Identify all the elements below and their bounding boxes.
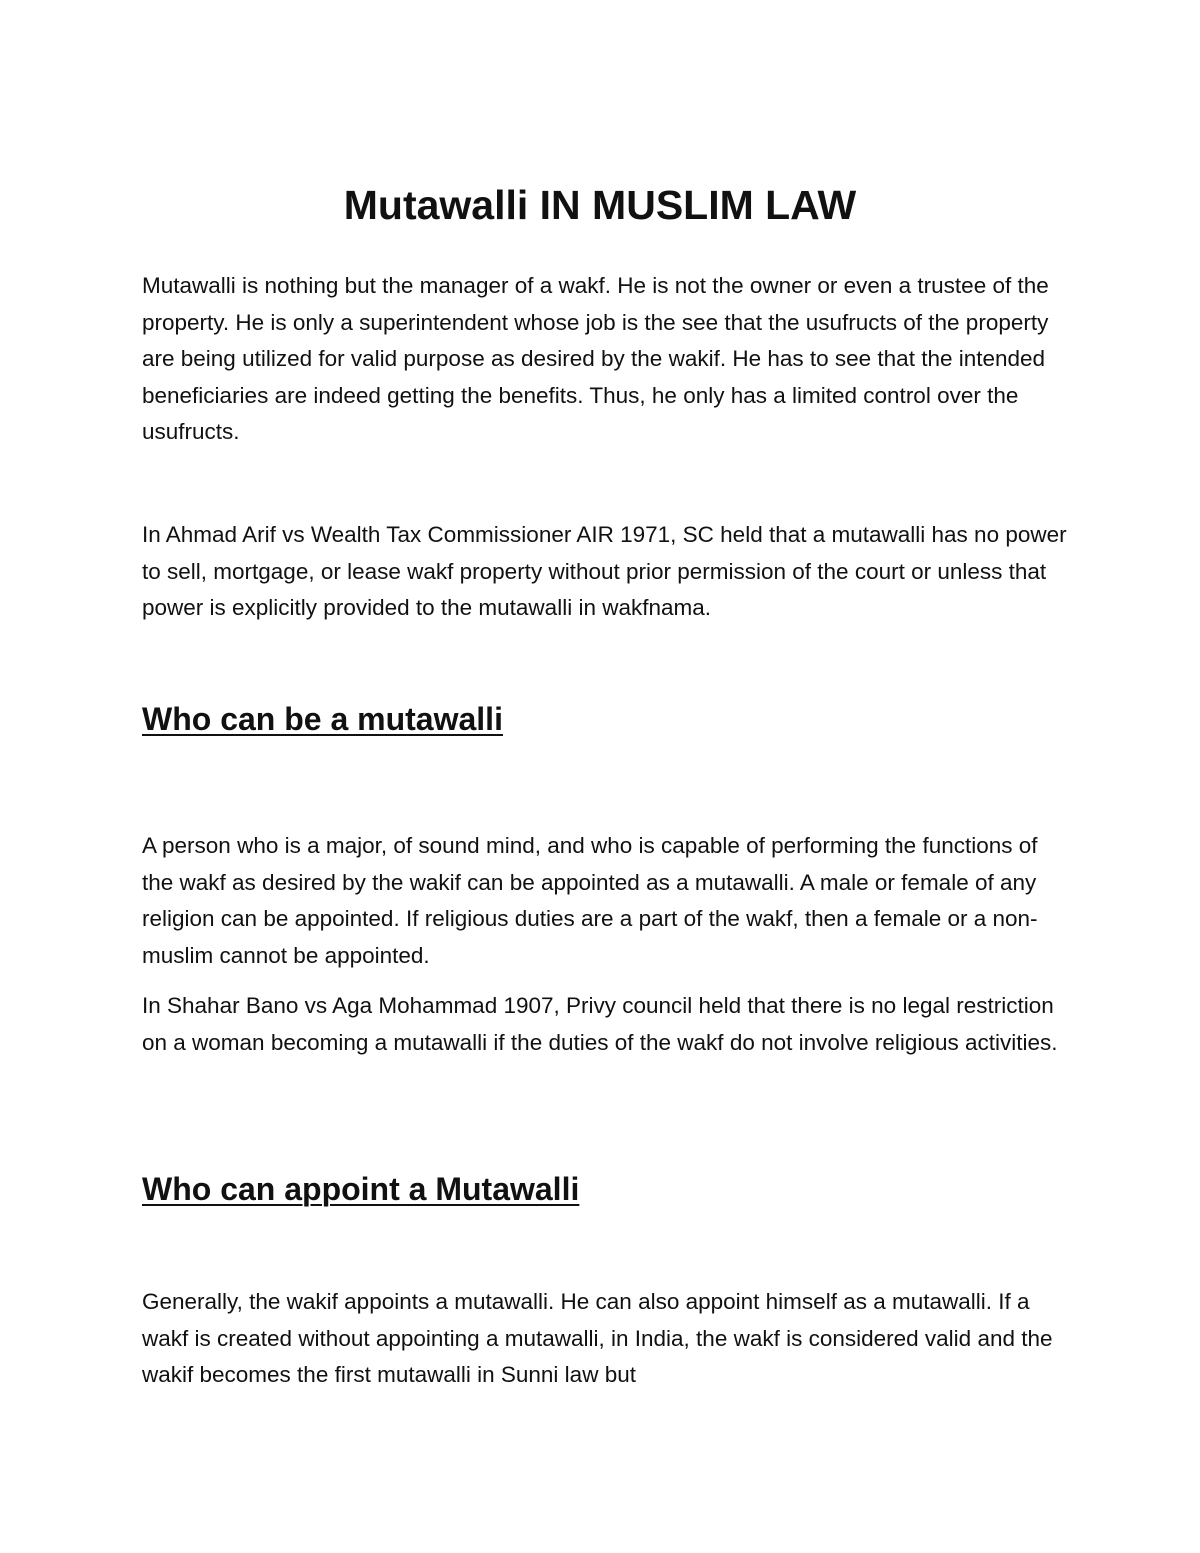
section-heading-who-can-be: Who can be a mutawalli	[142, 701, 503, 737]
case-paragraph: In Ahmad Arif vs Wealth Tax Commissioner AIR 1971, SC held that a mutawalli has no power to sell, mortgage, or lease wakf property without prior permission of the court or unless that power is explicitly provided to the mutawalli in wakfnama.	[142, 522, 1067, 620]
intro-paragraph: Mutawalli is nothing but the manager of a wakf. He is not the owner or even a trustee of the property. He is only a superintendent whose job is the see that the usufructs of the property are being utilized for valid purpose as desired by the wakif. He has to see that the intended beneficiaries are indeed getting the benefits. Thus, he only has a limited control over the usufructs.	[142, 273, 1049, 444]
appointment-paragraph: Generally, the wakif appoints a mutawalli. He can also appoint himself as a mutawalli. If a wakf is created without appointing a mutawalli, in India, the wakf is considered valid and the wakif becomes the first mutawalli in Sunni law but	[142, 1289, 1053, 1387]
shahar-bano-paragraph: In Shahar Bano vs Aga Mohammad 1907, Privy council held that there is no legal restriction on a woman becoming a mutawalli if the duties of the wakf do not involve religious activities.	[142, 993, 1058, 1055]
section-heading-who-appoint: Who can appoint a Mutawalli	[142, 1171, 580, 1207]
document-title: Mutawalli IN MUSLIM LAW	[343, 182, 857, 229]
eligibility-paragraph: A person who is a major, of sound mind, and who is capable of performing the functions of the wakf as desired by the wakif can be appointed as a mutawalli. A male or female of any religion can be appointed. If religious duties are a part of the wakf, then a female or a non-muslim cannot be appointed.	[142, 833, 1038, 968]
